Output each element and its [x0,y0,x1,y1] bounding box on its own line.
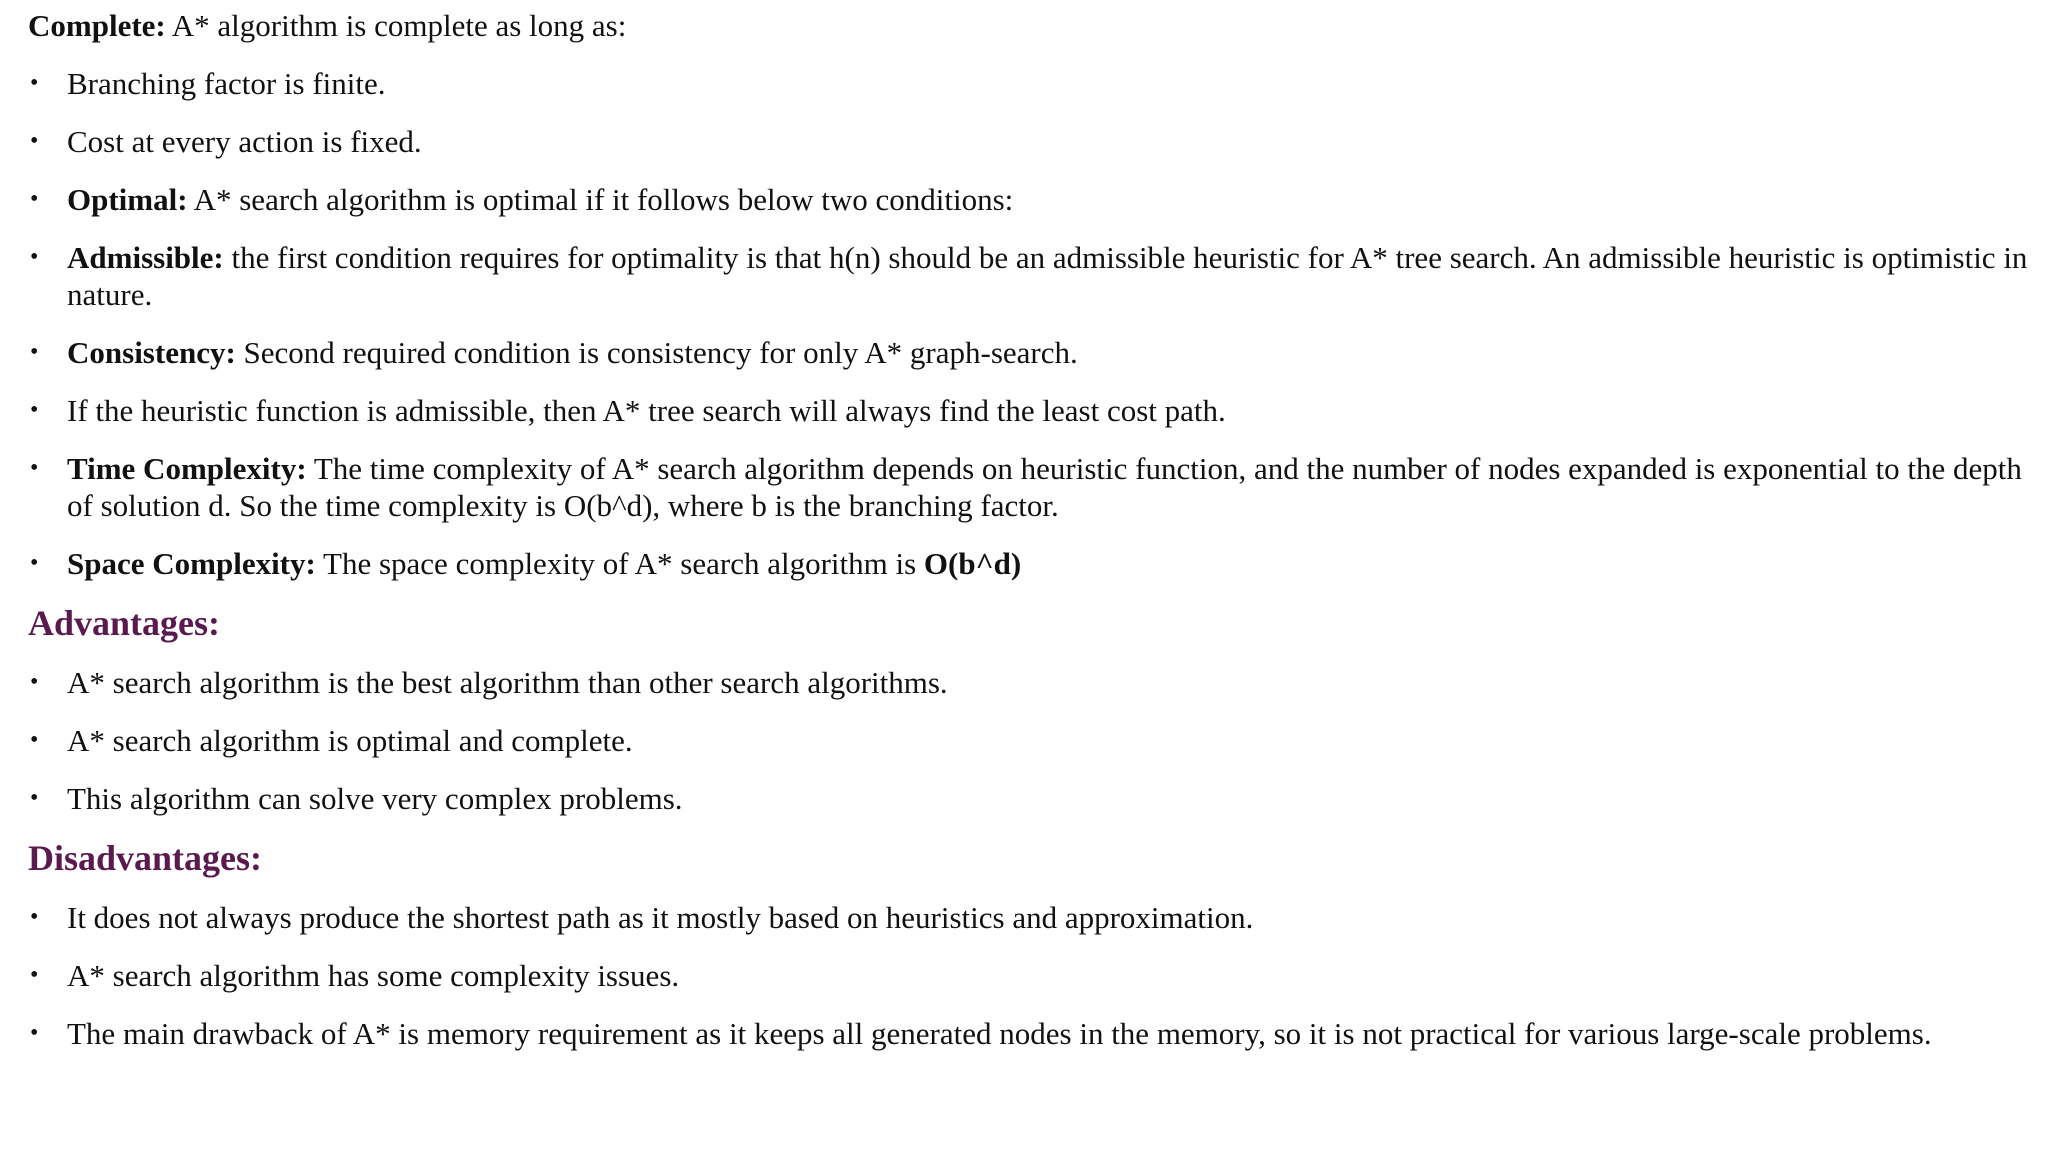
list-item-text: A* search algorithm has some complexity issues. [67,958,680,993]
list-item [28,722,2034,759]
list-item-text: A* search algorithm is optimal if it follows below two conditions: [187,182,1014,217]
list-item [28,181,2034,218]
list-item [28,123,2034,160]
list-item [28,664,2034,701]
list-item-label: Optimal: [67,182,188,217]
disadvantages-list [28,899,2034,1052]
advantages-list [28,664,2034,817]
complete-label: Complete: [28,8,166,43]
list-item-label: Space Complexity: [67,546,316,581]
list-item-label: Admissible: [67,240,224,275]
list-item [28,545,2034,582]
advantages-heading: Advantages: [28,603,221,643]
list-item [28,1015,2034,1052]
list-item [28,65,2034,102]
list-item-text: Cost at every action is fixed. [67,124,422,159]
list-item [28,957,2034,994]
list-item-text: Second required condition is consistency for only A* graph-search. [235,335,1078,370]
list-item-text: It does not always produce the shortest path as it mostly based on heuristics and approximation. [67,900,1254,935]
list-item [28,450,2034,524]
list-item-text: The time complexity of A* search algorithm depends on heuristic function, and the number of nodes expanded is exponential to the depth of solution d. So the time complexity is O(b^d), where b is the branching factor. [67,451,2022,523]
list-item [28,780,2034,817]
list-item-text: A* search algorithm is optimal and complete. [67,723,633,758]
list-item-text: the first condition requires for optimality is that h(n) should be an admissible heuristic for A* tree search. An admissible heuristic is optimistic in nature. [67,240,2028,312]
list-item-formula: O(b^d) [923,546,1022,581]
complete-text: A* algorithm is complete as long as: [165,8,627,43]
list-item-text: Branching factor is finite. [67,66,386,101]
list-item [28,392,2034,429]
disadvantages-heading: Disadvantages: [28,838,263,878]
list-item [28,239,2034,313]
list-item-text: This algorithm can solve very complex problems. [67,781,683,816]
list-item-label: Time Complexity: [67,451,307,486]
list-item-text: A* search algorithm is the best algorithm than other search algorithms. [67,665,948,700]
list-item [28,334,2034,371]
complete-paragraph [28,7,2034,44]
list-item-text: The main drawback of A* is memory requirement as it keeps all generated nodes in the memory, so it is not practical for various large-scale problems. [67,1016,1932,1051]
list-item-text: If the heuristic function is admissible, then A* tree search will always find the least cost path. [67,393,1226,428]
list-item-text: The space complexity of A* search algorithm is [315,546,924,581]
list-item-label: Consistency: [67,335,236,370]
list-item [28,899,2034,936]
properties-list [28,65,2034,582]
